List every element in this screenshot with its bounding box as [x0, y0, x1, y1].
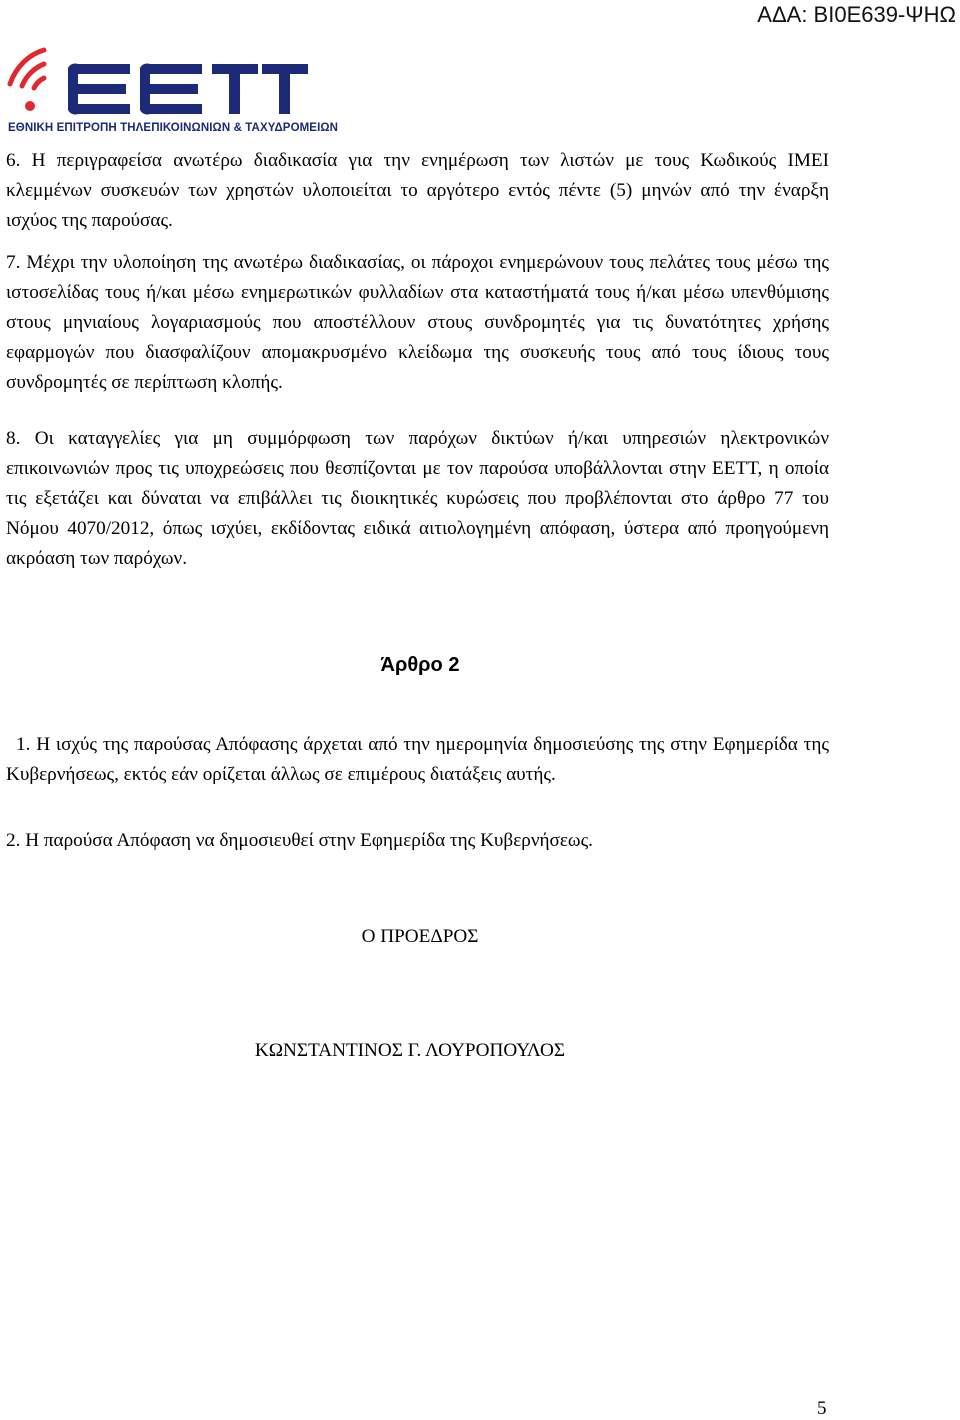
logo-caption: ΕΘΝΙΚΗ ΕΠΙΤΡΟΠΗ ΤΗΛΕΠΙΚΟΙΝΩΝΙΩΝ & ΤΑΧΥΔΡΟΜΕΙΩΝ: [8, 122, 339, 134]
article-2-paragraph-1: 1. Η ισχύς της παρούσας Απόφασης άρχεται από την ημερομηνία δημοσιεύσης της στην Εφημερίδα της Κυβερνήσεως, εκτός εάν ορίζεται άλλως σε επιμέρους διατάξεις αυτής.: [6, 734, 829, 785]
signature-name: ΚΩΝΣΤΑΝΤΙΝΟΣ Γ. ΛΟΥΡΟΠΟΥΛΟΣ: [254, 1040, 566, 1061]
paragraph-8: 8. Οι καταγγελίες για μη συμμόρφωση των παρόχων δικτύων ή/και υπηρεσιών ηλεκτρονικών επικοινωνιών προς τις υποχρεώσεις που θεσπίζονται με τον παρούσα υποβάλλονται στην ΕΕΤΤ, η οποία τις εξετάζει και δύναται να επιβάλλει τις διοικητικές κυρώσεις που προβλέπονται στο άρθρο 77 του Νόμου 4070/2012, όπως ισχύει, εκδίδοντας ειδικά αιτιολογημένη απόφαση, ύστερα από προηγούμενη ακρόαση των παρόχων.: [6, 428, 829, 569]
ada-code: ΑΔΑ: ΒΙ0Ε639-ΨΗΩ: [757, 2, 956, 27]
page-number: 5: [817, 1398, 827, 1419]
paragraph-6: 6. Η περιγραφείσα ανωτέρω διαδικασία για την ενημέρωση των λιστών με τους Κωδικούς IMEI κλεμμένων συσκευών των χρηστών υλοποιείται το αργότερο εντός πέντε (5) μηνών από την έναρξη ισχύος της παρούσας.: [6, 150, 829, 231]
eett-logo-wordmark-icon: [68, 63, 308, 114]
article-2-heading: Άρθρο 2: [380, 654, 460, 676]
article-2-paragraph-2: 2. Η παρούσα Απόφαση να δημοσιευθεί στην Εφημερίδα της Κυβερνήσεως.: [6, 830, 593, 851]
eett-logo-arcs-icon: [10, 50, 44, 111]
paragraph-7: 7. Μέχρι την υλοποίηση της ανωτέρω διαδικασίας, οι πάροχοι ενημερώνουν τους πελάτες τους μέσω της ιστοσελίδας τους ή/και μέσω ενημερωτικών φυλλαδίων στα καταστήματά τους ή/και μέσω υπενθύμισης στους μηνιαίους λογαριασμούς που αποστέλλουν στους συνδρομητές για τις δυνατότητες χρήσης εφαρμογών που διασφαλίζουν απομακρυσμένο κλείδωμα της συσκευής τους από τους ίδιους τους συνδρομητές σε περίπτωση κλοπής.: [6, 252, 829, 393]
signature-title: Ο ΠΡΟΕΔΡΟΣ: [361, 926, 479, 947]
